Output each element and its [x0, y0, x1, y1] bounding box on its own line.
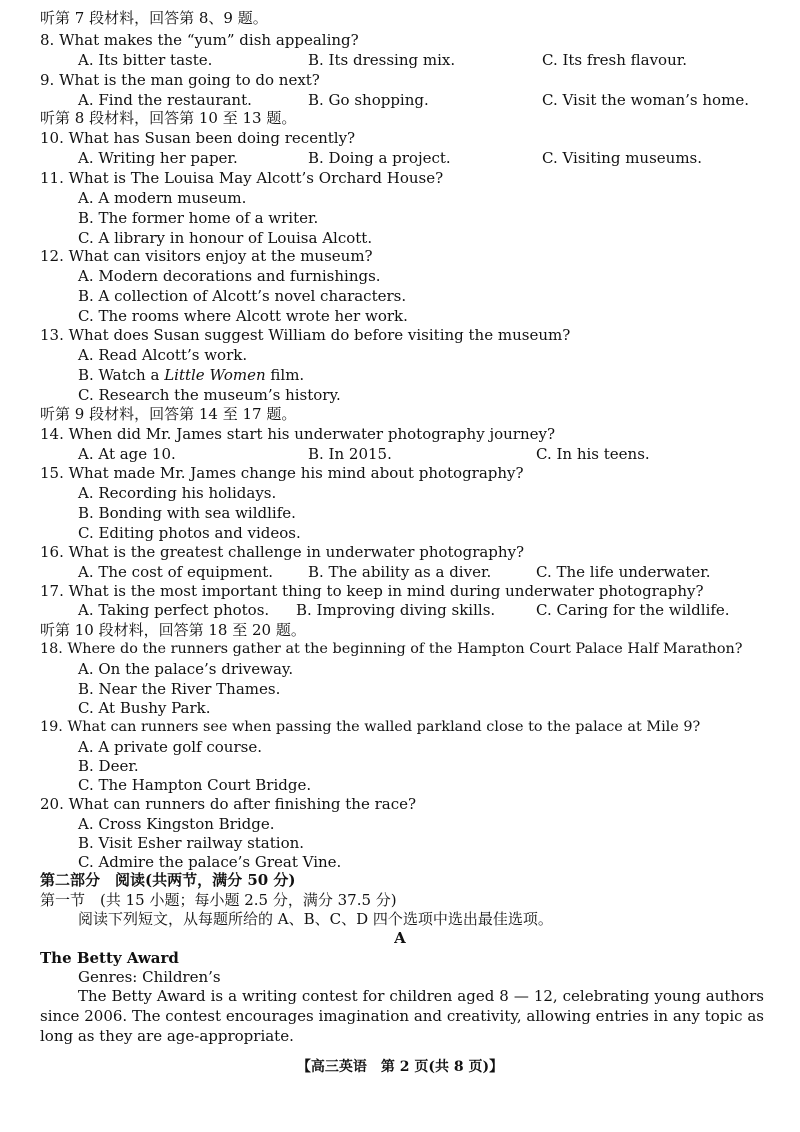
option-c: C. Research the museum’s history. — [78, 386, 341, 404]
option-c: C. A library in honour of Louisa Alcott. — [78, 229, 373, 247]
listening-heading-8: 听第 8 段材料，回答第 10 至 13 题。 — [40, 109, 297, 127]
option-a: A. Recording his holidays. — [78, 484, 277, 502]
listening-heading-7: 听第 7 段材料，回答第 8、9 题。 — [40, 9, 268, 27]
question-16-options — [78, 562, 764, 582]
question-17-options — [78, 600, 764, 620]
option-c: C. Caring for the wildlife. — [536, 601, 730, 619]
option-b: B. The ability as a diver. — [308, 563, 492, 581]
option-b-text-end: film. — [265, 366, 305, 384]
option-a: A. A modern museum. — [78, 189, 247, 207]
option-c: C. Its fresh flavour. — [542, 51, 688, 69]
passage-paragraph: The Betty Award is a writing contest for children aged 8 — 12, celebrating young authors since 2006. The contest encourages imagination and creativity, allowing entries in any topic as long as they are age-appropriate. — [40, 987, 764, 1045]
option-b-text: B. Watch a — [78, 366, 165, 384]
question-16: 16. What is the greatest challenge in underwater photography? — [40, 543, 525, 561]
section-one-heading: 第一节 (共 15 小题；每小题 2.5 分，满分 37.5 分) — [40, 891, 397, 909]
option-a: A. On the palace’s driveway. — [78, 660, 294, 678]
option-b: B. Bonding with sea wildlife. — [78, 504, 296, 522]
question-13: 13. What does Susan suggest William do before visiting the museum? — [40, 326, 571, 344]
option-c: C. Admire the palace’s Great Vine. — [78, 853, 342, 871]
option-b: B. In 2015. — [308, 445, 392, 463]
question-9-options — [78, 90, 764, 110]
film-title: Little Women — [164, 366, 266, 384]
question-20: 20. What can runners do after finishing the race? — [40, 795, 417, 813]
option-b: B. Near the River Thames. — [78, 680, 281, 698]
question-14-options — [78, 444, 764, 464]
question-9: 9. What is the man going to do next? — [40, 71, 320, 89]
passage-label: A — [394, 929, 406, 947]
question-17: 17. What is the most important thing to keep in mind during underwater photography? — [40, 582, 704, 600]
option-b — [78, 365, 764, 385]
option-c: C. At Bushy Park. — [78, 699, 211, 717]
option-b: B. Visit Esher railway station. — [78, 834, 305, 852]
option-a: A. Its bitter taste. — [78, 51, 213, 69]
option-c: C. Editing photos and videos. — [78, 524, 301, 542]
option-a: A. Writing her paper. — [78, 149, 238, 167]
option-b: B. Go shopping. — [308, 91, 429, 109]
option-b: B. Doing a project. — [308, 149, 451, 167]
question-10: 10. What has Susan been doing recently? — [40, 129, 356, 147]
question-8: 8. What makes the “yum” dish appealing? — [40, 31, 359, 49]
part-two-heading: 第二部分 阅读(共两节，满分 50 分) — [40, 871, 296, 889]
option-a: A. Find the restaurant. — [78, 91, 252, 109]
option-b: B. Improving diving skills. — [296, 601, 496, 619]
question-11: 11. What is The Louisa May Alcott’s Orchard House? — [40, 169, 444, 187]
question-14: 14. When did Mr. James start his underwater photography journey? — [40, 425, 556, 443]
passage-title: The Betty Award — [40, 949, 179, 967]
option-a: A. Cross Kingston Bridge. — [78, 815, 275, 833]
question-18: 18. Where do the runners gather at the beginning of the Hampton Court Palace Half Marathon? — [40, 641, 743, 657]
option-c: C. The life underwater. — [536, 563, 711, 581]
question-19: 19. What can runners see when passing the walled parkland close to the palace at Mile 9? — [40, 719, 701, 735]
question-15: 15. What made Mr. James change his mind about photography? — [40, 464, 524, 482]
option-c: C. Visit the woman’s home. — [542, 91, 749, 109]
option-b: B. The former home of a writer. — [78, 209, 319, 227]
option-c: C. The rooms where Alcott wrote her work. — [78, 307, 408, 325]
option-b: B. Deer. — [78, 757, 139, 775]
option-c: C. In his teens. — [536, 445, 650, 463]
option-a: A. Modern decorations and furnishings. — [78, 267, 381, 285]
option-a: A. Read Alcott’s work. — [78, 346, 248, 364]
listening-heading-10: 听第 10 段材料，回答第 18 至 20 题。 — [40, 621, 306, 639]
option-c: C. Visiting museums. — [542, 149, 703, 167]
question-10-options — [78, 148, 764, 168]
reading-instructions: 阅读下列短文，从每题所给的 A、B、C、D 四个选项中选出最佳选项。 — [78, 910, 553, 928]
option-a: A. The cost of equipment. — [78, 563, 274, 581]
genre-line: Genres: Children’s — [78, 968, 221, 986]
page-footer: 【高三英语 第 2 页(共 8 页)】 — [296, 1059, 504, 1075]
option-c: C. The Hampton Court Bridge. — [78, 776, 312, 794]
listening-heading-9: 听第 9 段材料，回答第 14 至 17 题。 — [40, 405, 297, 423]
option-a: A. Taking perfect photos. — [78, 601, 270, 619]
option-a: A. At age 10. — [78, 445, 176, 463]
question-8-options — [78, 50, 764, 70]
option-a: A. A private golf course. — [78, 738, 262, 756]
option-b: B. A collection of Alcott’s novel characters. — [78, 287, 407, 305]
option-b: B. Its dressing mix. — [308, 51, 456, 69]
question-12: 12. What can visitors enjoy at the museum? — [40, 247, 373, 265]
